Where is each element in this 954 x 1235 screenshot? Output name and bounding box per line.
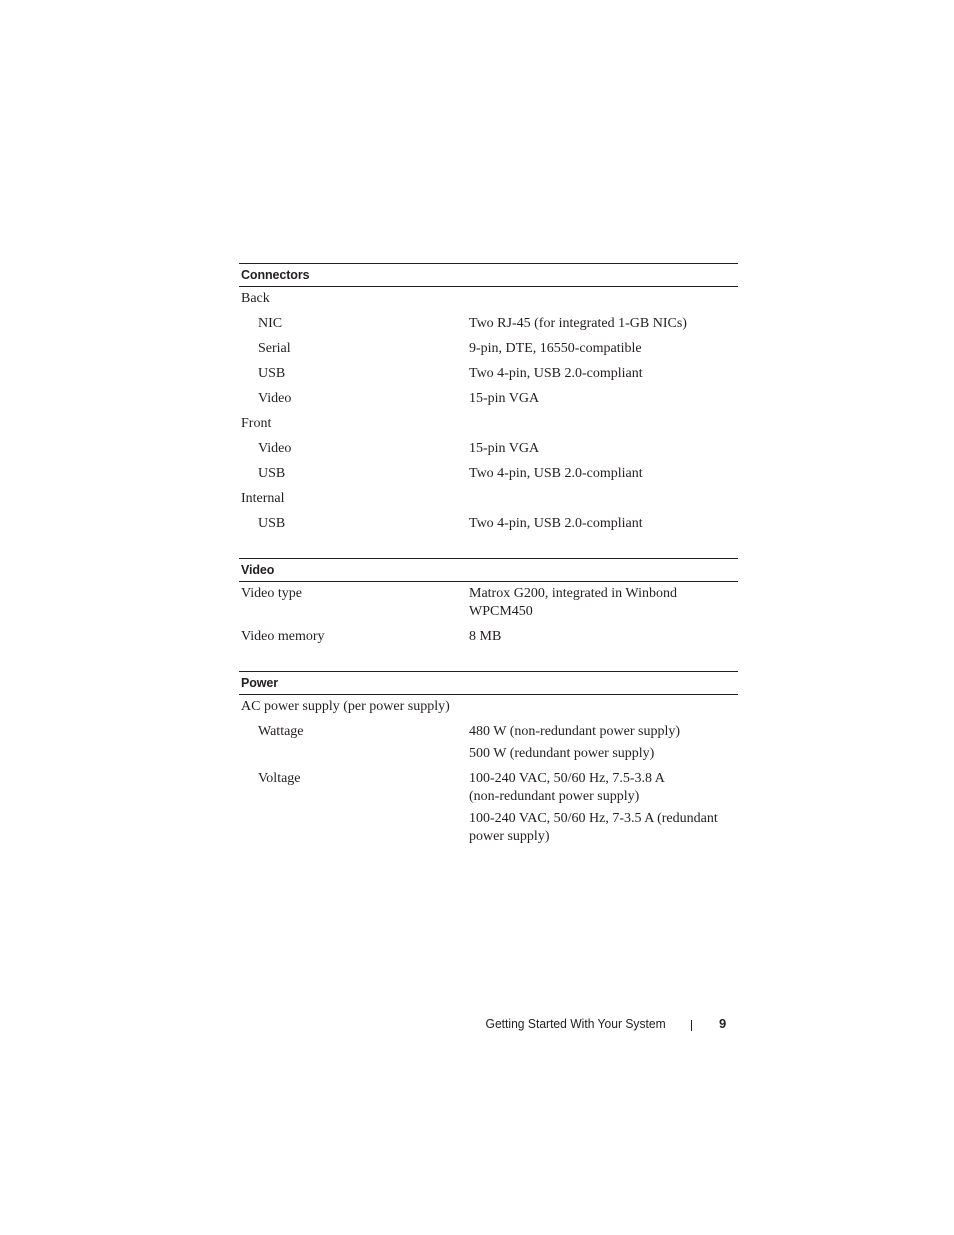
section-rows <box>239 582 738 653</box>
row-value: 8 MB <box>469 628 502 644</box>
table-row <box>239 515 738 540</box>
row-value: 15-pin VGA <box>469 391 540 406</box>
row-label: USB <box>258 516 286 531</box>
value-line: 100-240 VAC, 50/60 Hz, 7.5-3.8 A <box>469 771 665 786</box>
section-connectors <box>239 263 738 540</box>
table-row <box>239 810 738 853</box>
row-label: Video type <box>241 586 302 601</box>
row-label: Voltage <box>258 771 301 786</box>
row-label: Serial <box>258 341 291 356</box>
footer-title: Getting Started With Your System <box>485 1016 666 1031</box>
value-line: WPCM450 <box>469 603 533 619</box>
table-row <box>239 365 738 390</box>
page-number: 9 <box>719 1016 727 1031</box>
table-row <box>239 723 738 746</box>
table-row <box>239 770 738 810</box>
table-row <box>239 465 738 490</box>
row-value <box>469 810 738 845</box>
section-rows <box>239 695 738 853</box>
table-row <box>239 745 738 770</box>
group-label: Internal <box>241 491 285 506</box>
footer-separator <box>691 1020 692 1031</box>
row-label: Video memory <box>241 628 325 644</box>
value-line: 100-240 VAC, 50/60 Hz, 7-3.5 A (redundant <box>469 811 718 826</box>
group-label: AC power supply (per power supply) <box>241 698 450 714</box>
page-footer <box>0 1015 954 1035</box>
row-label: Video <box>258 441 292 456</box>
table-row <box>239 315 738 340</box>
section-rows <box>239 287 738 540</box>
section-title: Power <box>239 671 738 695</box>
row-value: 480 W (non-redundant power supply) <box>469 723 680 739</box>
table-row <box>239 390 738 415</box>
row-value: 9-pin, DTE, 16550-compatible <box>469 341 642 356</box>
row-value <box>469 770 738 805</box>
table-row <box>239 340 738 365</box>
table-row <box>239 490 738 515</box>
value-line: power supply) <box>469 828 550 844</box>
row-value: 500 W (redundant power supply) <box>469 746 655 761</box>
row-label: NIC <box>258 316 283 331</box>
section-power <box>239 671 738 853</box>
section-title: Video <box>239 558 738 582</box>
table-row <box>239 585 738 628</box>
table-row <box>239 698 738 723</box>
row-value: Two 4-pin, USB 2.0-compliant <box>469 366 643 381</box>
table-row <box>239 440 738 465</box>
section-video <box>239 558 738 653</box>
group-label: Back <box>241 291 270 306</box>
row-value <box>469 585 738 620</box>
row-value: Two RJ-45 (for integrated 1-GB NICs) <box>469 316 687 331</box>
value-line: Matrox G200, integrated in Winbond <box>469 586 677 601</box>
table-row <box>239 415 738 440</box>
row-value: Two 4-pin, USB 2.0-compliant <box>469 516 643 531</box>
row-label: Video <box>258 391 292 406</box>
row-label: Wattage <box>258 723 304 739</box>
row-value: 15-pin VGA <box>469 441 540 456</box>
value-line: (non-redundant power supply) <box>469 788 640 804</box>
row-value: Two 4-pin, USB 2.0-compliant <box>469 466 643 481</box>
table-row <box>239 290 738 315</box>
row-label: USB <box>258 466 286 481</box>
spec-table <box>239 263 738 853</box>
table-row <box>239 628 738 653</box>
row-label: USB <box>258 366 286 381</box>
group-label: Front <box>241 416 272 431</box>
section-title: Connectors <box>239 263 738 287</box>
